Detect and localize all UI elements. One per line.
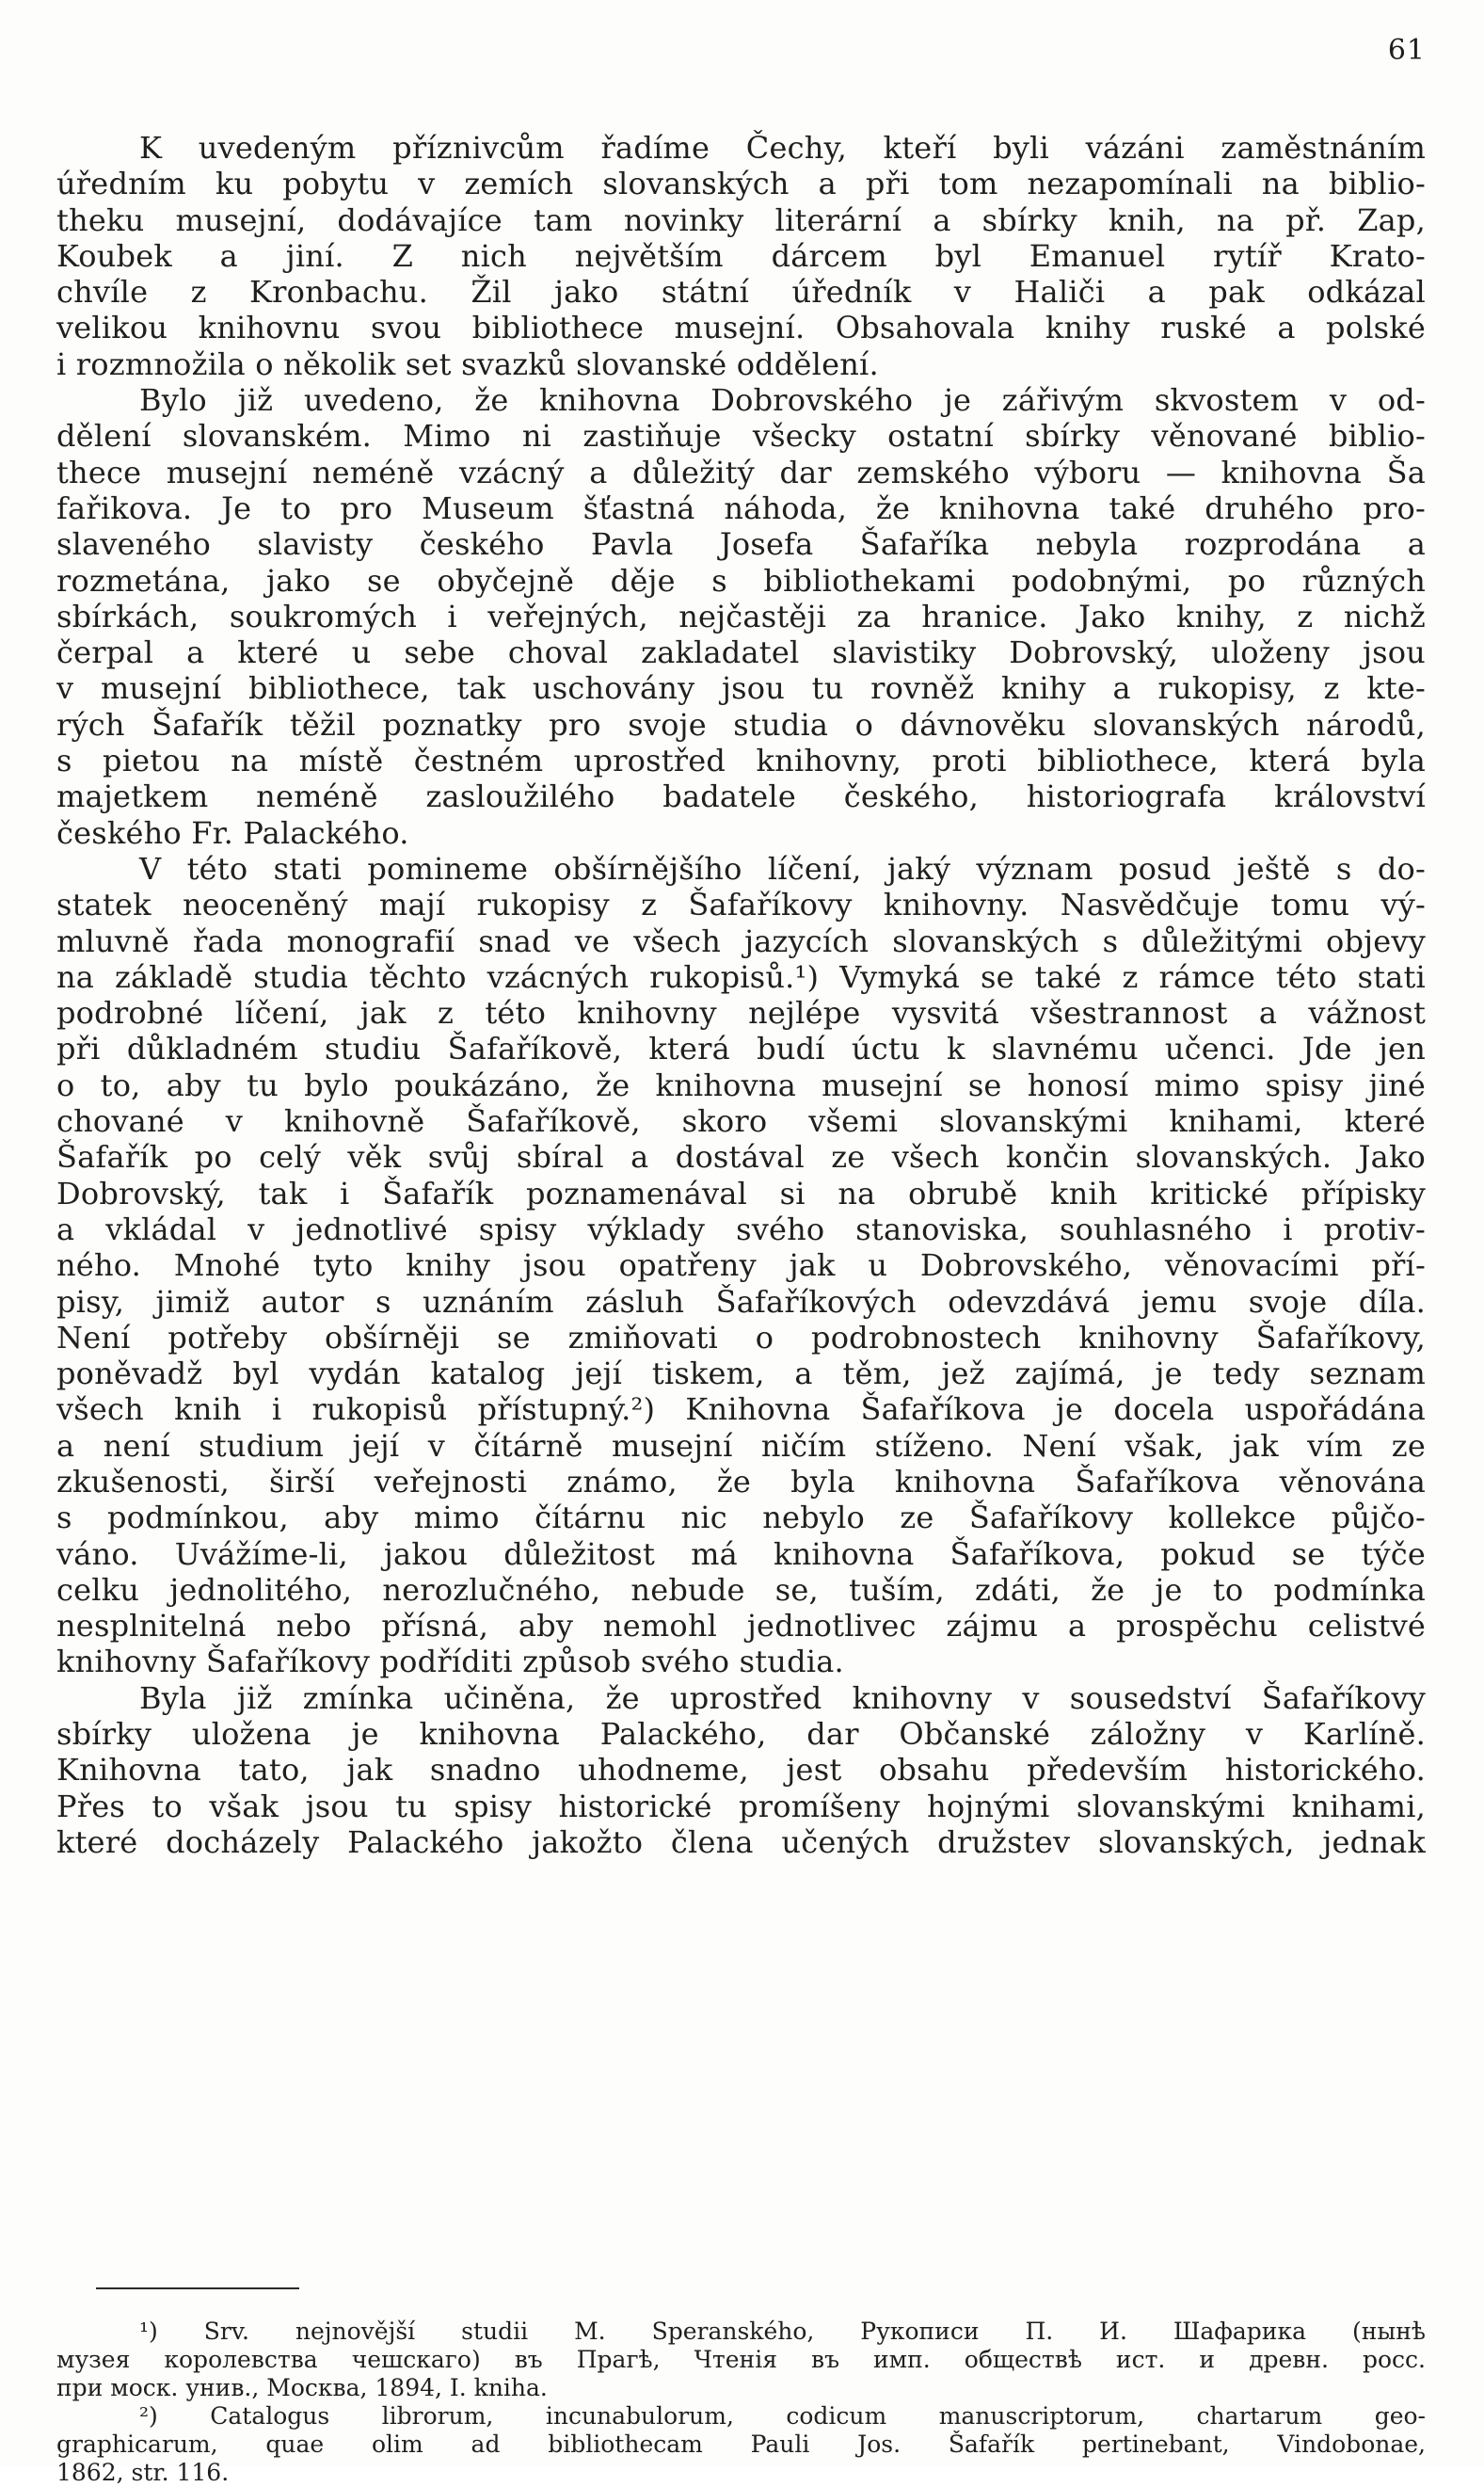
footnote-line: музея королевства чешскаго) въ Прагѣ, Чтенія въ имп. обществѣ ист. и древн. росс. bbox=[56, 2346, 1426, 2373]
text-line: sbírkách, soukromých i veřejných, nejčastěji za hranice. Jako knihy, z nichž bbox=[56, 598, 1426, 634]
text-line: fařikova. Je to pro Museum šťastná náhoda, že knihovna také druhého pro- bbox=[56, 489, 1426, 526]
page-number: 61 bbox=[1387, 34, 1426, 67]
text-line: a není studium její v čítárně musejní ničím stíženo. Není však, jak vím ze bbox=[56, 1427, 1426, 1464]
footnote-line: 1862, str. 116. bbox=[56, 2459, 230, 2486]
footnote-line: graphicarum, quae olim ad bibliothecam Pauli Jos. Šafařík pertinebant, Vindobonae, bbox=[56, 2431, 1426, 2458]
text-line: i rozmnožila o několik set svazků slovanské oddělení. bbox=[56, 345, 879, 382]
footnote-divider bbox=[96, 2287, 299, 2289]
text-line: nesplnitelná nebo přísná, aby nemohl jednotlivec zájmu a prospěchu celistvé bbox=[56, 1608, 1426, 1645]
main-text bbox=[56, 130, 1426, 1860]
text-line: zkušenosti, širší veřejnosti známo, že byla knihovna Šafaříkova věnována bbox=[56, 1463, 1426, 1500]
footnote-line: при моск. унив., Москва, 1894, I. kniha. bbox=[56, 2374, 548, 2401]
text-line: celku jednolitého, nerozlučného, nebude se, tuším, zdáti, že je to podmínka bbox=[56, 1571, 1426, 1608]
footnote-line: ¹) Srv. nejnovější studii M. Speranského, Рукописи П. И. Шафарика (нынѣ bbox=[139, 2318, 1426, 2345]
text-line: pisy, jimiž autor s uznáním zásluh Šafaříkových odevzdává jemu svoje díla. bbox=[56, 1283, 1426, 1320]
text-line: knihovny Šafaříkovy podříditi způsob svého studia. bbox=[56, 1644, 844, 1680]
text-line: Není potřeby obšírněji se zmiňovati o podrobnostech knihovny Šafaříkovy, bbox=[56, 1319, 1426, 1356]
text-line: statek neoceněný mají rukopisy z Šafaříkovy knihovny. Nasvědčuje tomu vý- bbox=[56, 887, 1426, 923]
text-line: thece musejní neméně vzácný a důležitý dar zemského výboru — knihovna Ša bbox=[56, 454, 1426, 490]
text-line: majetkem neméně zasloužilého badatele českého, historiografa království bbox=[56, 778, 1426, 815]
text-line: váno. Uvážíme-li, jakou důležitost má knihovna Šafaříkova, pokud se týče bbox=[56, 1535, 1426, 1572]
text-line: chované v knihovně Šafaříkově, skoro všemi slovanskými knihami, které bbox=[56, 1103, 1426, 1140]
text-line: Byla již zmínka učiněna, že uprostřed knihovny v sousedství Šafaříkovy bbox=[139, 1679, 1426, 1716]
text-line: Dobrovský, tak i Šafařík poznamenával si na obrubě knih kritické přípisky bbox=[56, 1175, 1426, 1211]
text-line: Bylo již uvedeno, že knihovna Dobrovského je zářivým skvostem v od- bbox=[139, 382, 1426, 419]
text-line: Přes to však jsou tu spisy historické promíšeny hojnými slovanskými knihami, bbox=[56, 1788, 1426, 1824]
text-line: českého Fr. Palackého. bbox=[56, 814, 409, 851]
text-line: rých Šafařík těžil poznatky pro svoje studia o dávnověku slovanských národů, bbox=[56, 706, 1426, 743]
text-line: podrobné líčení, jak z této knihovny nejlépe vysvitá všestrannost a vážnost bbox=[56, 995, 1426, 1032]
text-line: úředním ku pobytu v zemích slovanských a při tom nezapomínali na biblio- bbox=[56, 166, 1426, 202]
text-line: V této stati pomineme obšírnějšího líčení, jaký význam posud ještě s do- bbox=[139, 850, 1426, 887]
text-line: na základě studia těchto vzácných rukopisů.¹) Vymyká se také z rámce této stati bbox=[56, 958, 1426, 995]
text-line: sbírky uložena je knihovna Palackého, dar Občanské záložny v Karlíně. bbox=[56, 1716, 1426, 1753]
text-line: mluvně řada monografií snad ve všech jazycích slovanských s důležitými objevy bbox=[56, 923, 1426, 959]
text-line: a vkládal v jednotlivé spisy výklady svého stanoviska, souhlasného i protiv- bbox=[56, 1211, 1426, 1247]
text-line: s podmínkou, aby mimo čítárnu nic nebylo ze Šafaříkovy kollekce půjčo- bbox=[56, 1500, 1426, 1536]
text-line: poněvadž byl vydán katalog její tiskem, a těm, jež zajímá, je tedy seznam bbox=[56, 1356, 1426, 1392]
text-line: o to, aby tu bylo poukázáno, že knihovna musejní se honosí mimo spisy jiné bbox=[56, 1067, 1426, 1103]
text-line: dělení slovanském. Mimo ni zastiňuje všecky ostatní sbírky věnované biblio- bbox=[56, 418, 1426, 455]
text-line: čerpal a které u sebe choval zakladatel slavistiky Dobrovský, uloženy jsou bbox=[56, 634, 1426, 671]
text-line: které docházely Palackého jakožto člena učených družstev slovanských, jednak bbox=[56, 1823, 1426, 1860]
text-line: v musejní bibliothece, tak uschovány jsou tu rovněž knihy a rukopisy, z kte- bbox=[56, 670, 1426, 707]
text-line: K uvedeným příznivcům řadíme Čechy, kteří byli vázáni zaměstnáním bbox=[139, 130, 1426, 166]
text-line: při důkladném studiu Šafaříkově, která budí úctu k slavnému učenci. Jde jen bbox=[56, 1031, 1426, 1067]
text-line: chvíle z Kronbachu. Žil jako státní úředník v Haliči a pak odkázal bbox=[56, 274, 1426, 311]
text-line: slaveného slavisty českého Pavla Josefa Šafaříka nebyla rozprodána a bbox=[56, 526, 1426, 563]
text-line: ného. Mnohé tyto knihy jsou opatřeny jak u Dobrovského, věnovacími pří- bbox=[56, 1247, 1426, 1284]
text-line: velikou knihovnu svou bibliothece musejní. Obsahovala knihy ruské a polské bbox=[56, 310, 1426, 346]
footnotes bbox=[56, 2318, 1426, 2487]
text-line: rozmetána, jako se obyčejně děje s bibliothekami podobnými, po různých bbox=[56, 562, 1426, 599]
text-line: Šafařík po celý věk svůj sbíral a dostával ze všech končin slovanských. Jako bbox=[56, 1139, 1426, 1176]
text-line: Knihovna tato, jak snadno uhodneme, jest obsahu především historického. bbox=[56, 1752, 1426, 1789]
text-line: Koubek a jiní. Z nich největším dárcem byl Emanuel rytíř Krato- bbox=[56, 237, 1426, 274]
footnote-line: ²) Catalogus librorum, incunabulorum, codicum manuscriptorum, chartarum geo- bbox=[139, 2402, 1426, 2430]
text-line: s pietou na místě čestném uprostřed knihovny, proti bibliothece, která byla bbox=[56, 743, 1426, 779]
text-line: všech knih i rukopisů přístupný.²) Knihovna Šafaříkova je docela uspořádána bbox=[56, 1391, 1426, 1428]
text-line: theku musejní, dodávajíce tam novinky literární a sbírky knih, na př. Zap, bbox=[56, 201, 1426, 238]
